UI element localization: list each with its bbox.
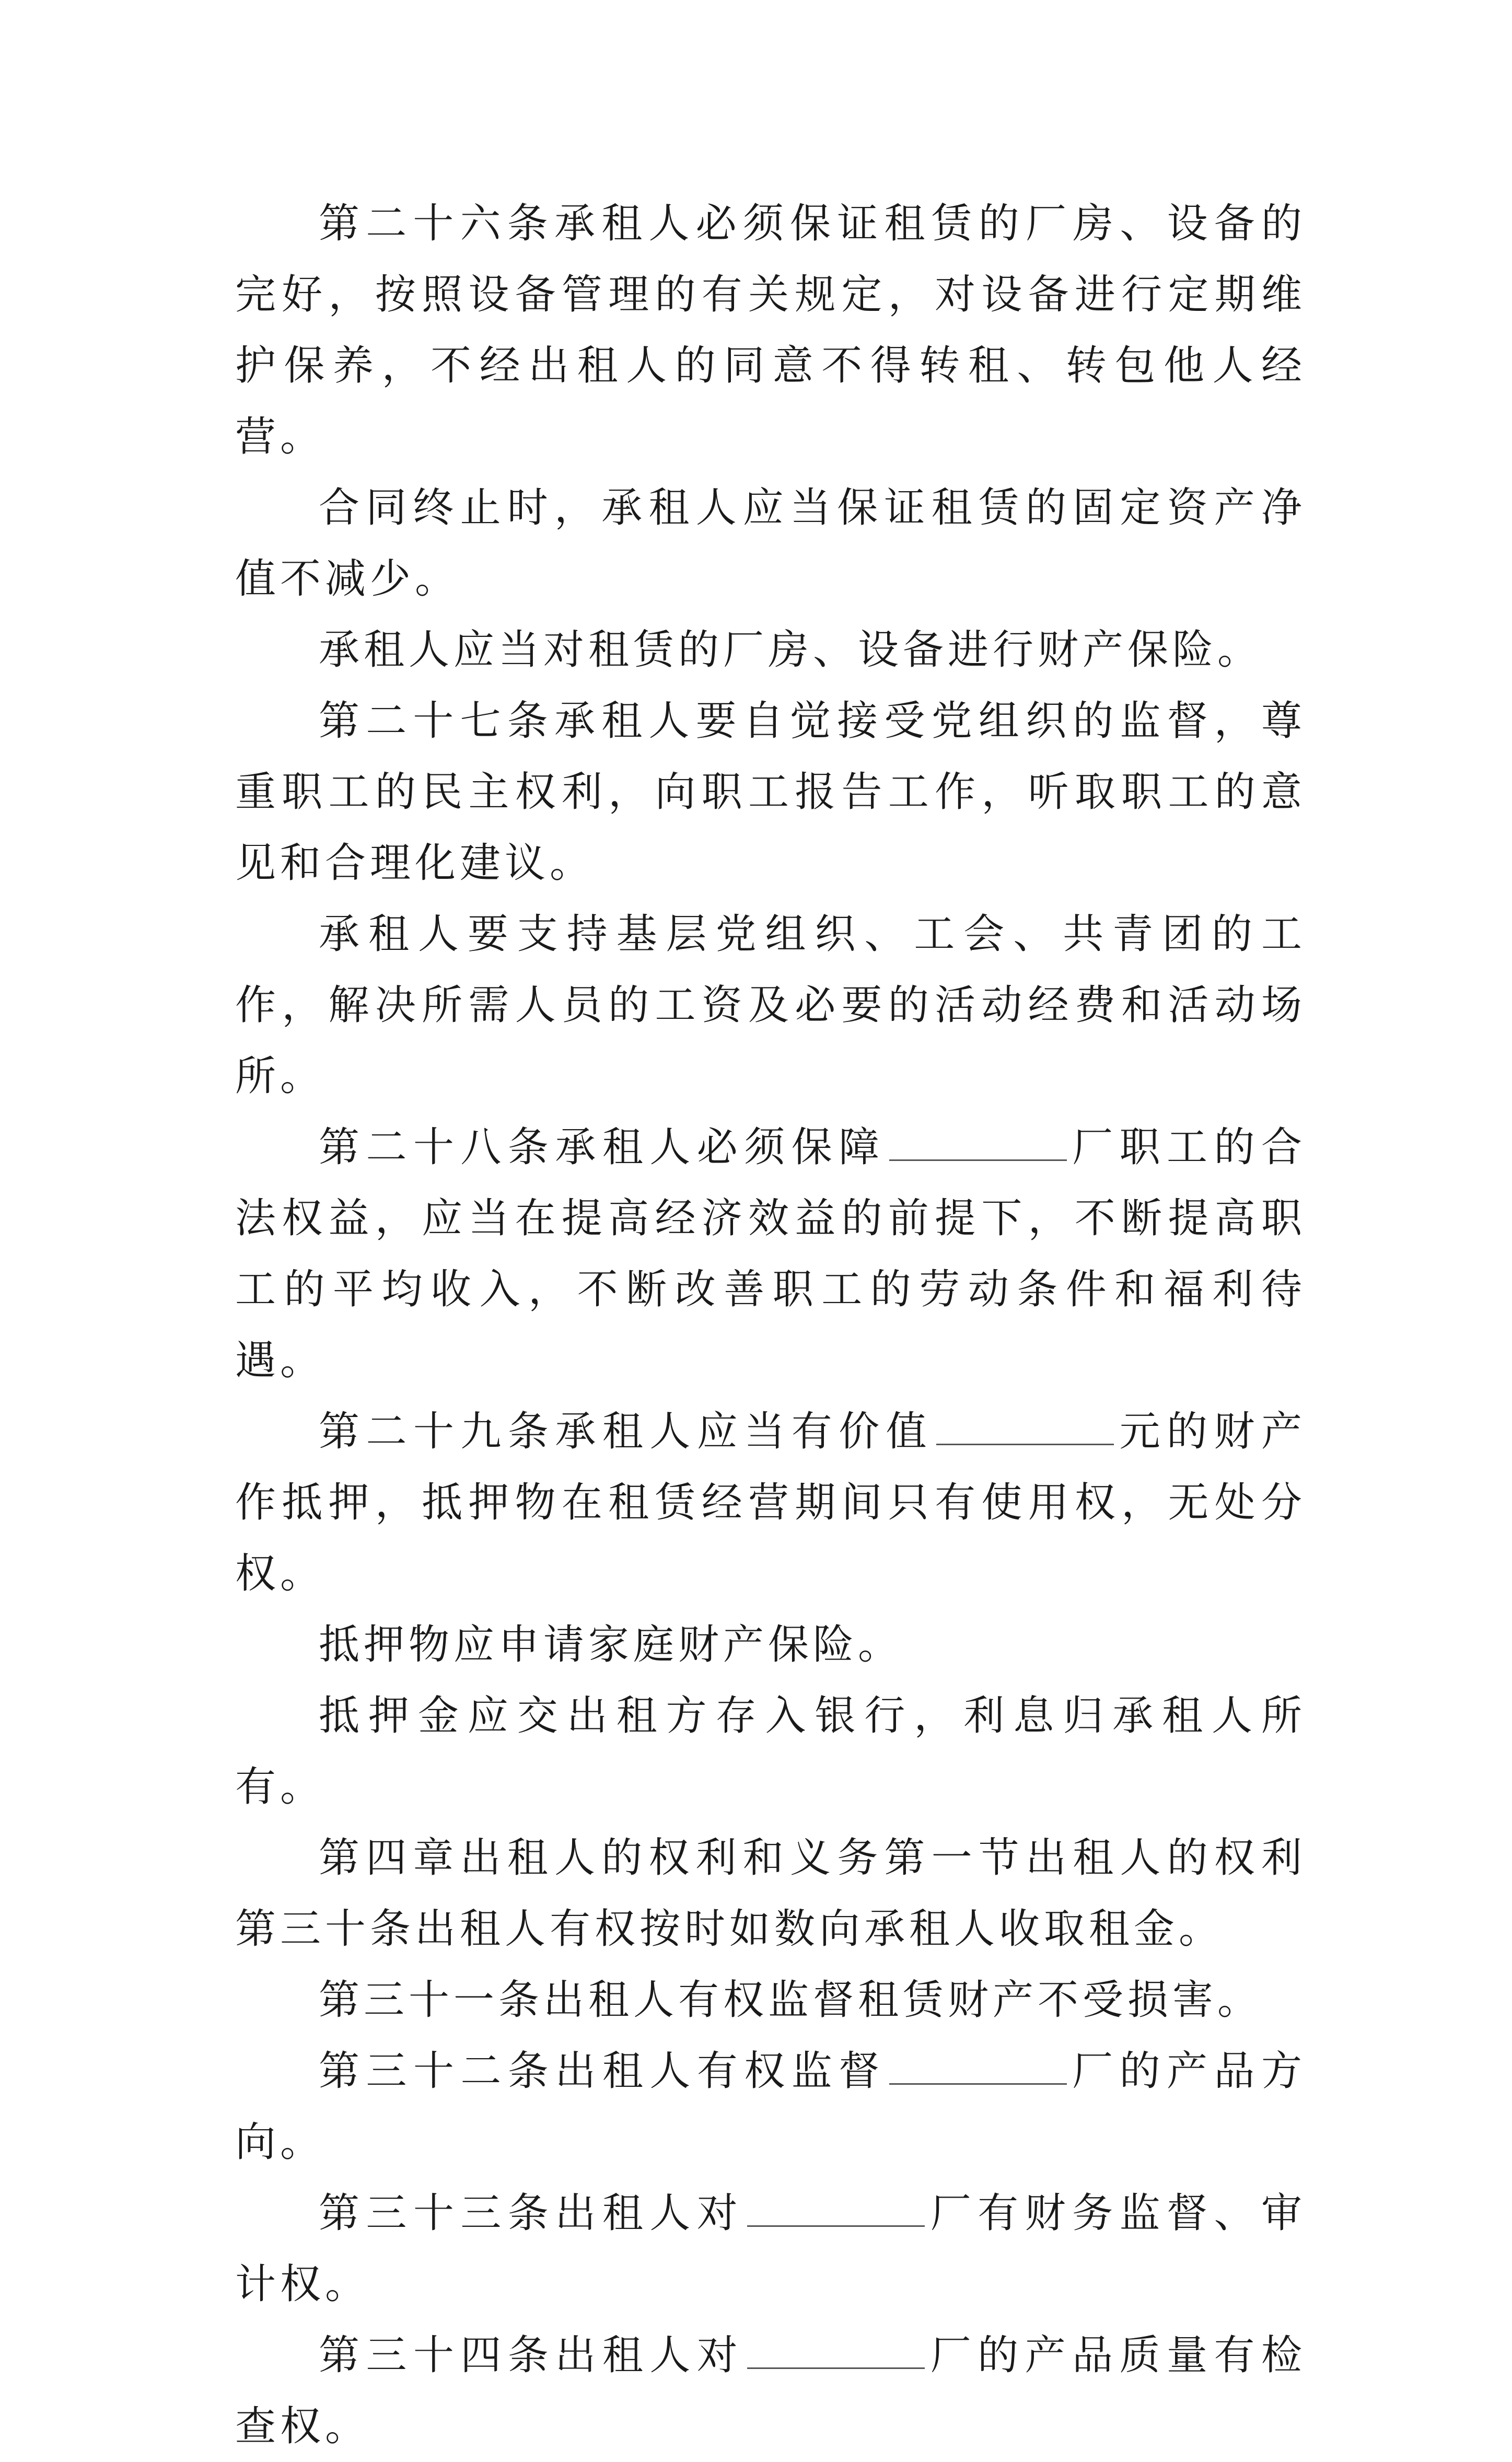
fill-in-blank: [747, 2331, 925, 2369]
paragraph-support-organizations: 承租人要支持基层党组织、工会、共青团的工作，解决所需人员的工资及必要的活动经费和活动场所。: [235, 911, 1306, 1100]
paragraph-property-insurance: 承租人应当对租赁的厂房、设备进行财产保险。: [319, 626, 1263, 673]
paragraph-article-26: 第二十六条承租人必须保证租赁的厂房、设备的完好，按照设备管理的有关规定，对设备进行定期维护保养，不经出租人的同意不得转租、转包他人经营。: [235, 200, 1306, 460]
paragraph-deposit-bank: 抵押金应交出租方存入银行，利息归承租人所有。: [235, 1692, 1306, 1810]
paragraph-chapter-4-article-30: 第四章出租人的权利和义务第一节出租人的权利第三十条出租人有权按时如数向承租人收取租金。: [235, 1834, 1306, 1953]
paragraph-article-28: [235, 1112, 1306, 1396]
fill-in-blank: [936, 1407, 1114, 1445]
fill-in-blank: [889, 1123, 1067, 1161]
article-32-text-before: 第三十二条出租人有权监督: [319, 2048, 886, 2095]
article-29-text-before: 第二十九条承租人应当有价值: [319, 1408, 934, 1455]
fill-in-blank: [747, 2189, 925, 2227]
paragraph-article-32: [235, 2036, 1306, 2178]
article-28-text-before: 第二十八条承租人必须保障: [319, 1124, 886, 1171]
paragraph-collateral-insurance: 抵押物应申请家庭财产保险。: [319, 1621, 903, 1668]
article-33-text-after: 厂有财务监督、审计权。: [235, 2190, 1306, 2308]
article-34-text-before: 第三十四条出租人对: [319, 2332, 745, 2379]
article-29-text-after: 元的财产作抵押，抵押物在租赁经营期间只有使用权，无处分权。: [235, 1408, 1306, 1597]
paragraph-article-33: [235, 2178, 1306, 2320]
paragraph-article-29: [235, 1396, 1306, 1609]
paragraph-article-27: 第二十七条承租人要自觉接受党组织的监督，尊重职工的民主权利，向职工报告工作，听取职工的意见和合理化建议。: [235, 698, 1306, 887]
article-34-text-after: 厂的产品质量有检查权。: [235, 2332, 1306, 2450]
article-32-text-after: 厂的产品方向。: [235, 2048, 1306, 2166]
document-body: [235, 188, 1306, 2462]
fill-in-blank: [889, 2047, 1067, 2085]
paragraph-article-31: 第三十一条出租人有权监督租赁财产不受损害。: [319, 1977, 1263, 2024]
article-33-text-before: 第三十三条出租人对: [319, 2190, 745, 2237]
paragraph-contract-termination: 合同终止时，承租人应当保证租赁的固定资产净值不减少。: [235, 484, 1306, 602]
paragraph-article-34: [235, 2320, 1306, 2462]
article-28-text-after: 厂职工的合法权益，应当在提高经济效益的前提下，不断提高职工的平均收入，不断改善职工的劳动条件和福利待遇。: [235, 1124, 1306, 1384]
